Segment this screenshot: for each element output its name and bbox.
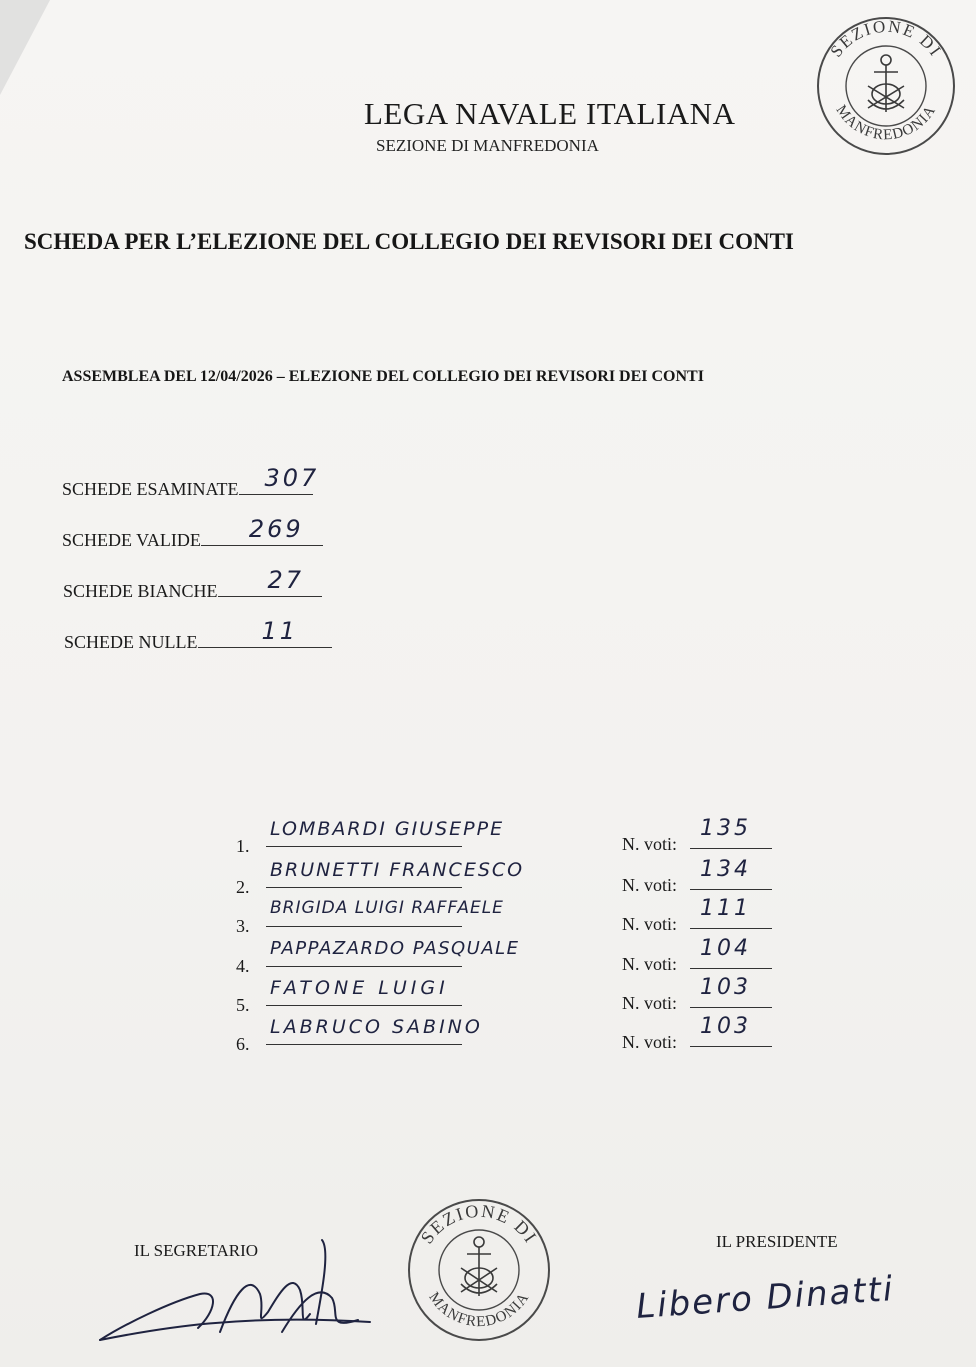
- section-stamp-bottom: [404, 1192, 554, 1342]
- anchor-emblem-icon: [461, 1237, 497, 1296]
- stamp-top-text: SEZIONE DI: [826, 16, 946, 61]
- stat-line: [218, 566, 322, 597]
- candidate-votes: 134: [700, 857, 751, 882]
- votes-label: N. voti:: [622, 834, 678, 854]
- stat-row-nulle: [64, 617, 332, 653]
- candidate-name: BRIGIDA LUIGI RAFFAELE: [270, 898, 504, 918]
- svg-text:SEZIONE DI: [826, 17, 945, 61]
- candidate-votes: 111: [700, 896, 751, 921]
- votes-label: N. voti:: [622, 914, 678, 934]
- document-title: SCHEDA PER L’ELEZIONE DEL COLLEGIO DEI REVISORI DEI CONTI: [24, 229, 794, 254]
- stat-row-esaminate: [62, 464, 320, 500]
- stat-line: [201, 515, 323, 546]
- stat-value: 27: [267, 566, 305, 594]
- stat-label: SCHEDE BIANCHE: [63, 581, 218, 601]
- candidate-name: LOMBARDI GIUSEPPE: [270, 818, 505, 840]
- secretary-label: IL SEGRETARIO: [134, 1241, 259, 1260]
- president-label: IL PRESIDENTE: [716, 1232, 838, 1251]
- stat-row-valide: [62, 515, 323, 551]
- candidate-name: PAPPAZARDO PASQUALE: [270, 938, 520, 959]
- candidate-votes: 135: [700, 816, 751, 841]
- stamp-bottom-text: MANFREDONIA: [425, 1289, 533, 1331]
- stat-row-bianche: [63, 566, 322, 602]
- candidate-number: 3.: [236, 916, 250, 936]
- stat-label: SCHEDE VALIDE: [62, 530, 201, 550]
- votes-label: N. voti:: [622, 875, 678, 895]
- candidate-number: 6.: [236, 1034, 250, 1054]
- assembly-heading: ASSEMBLEA DEL 12/04/2026 – ELEZIONE DEL COLLEGIO DEI REVISORI DEI CONTI: [62, 368, 704, 385]
- stat-label: SCHEDE ESAMINATE: [62, 479, 239, 499]
- stamp-top-text: SEZIONE DI: [416, 1200, 542, 1248]
- secretary-signature: [70, 1232, 380, 1362]
- svg-text:SEZIONE DI: [417, 1201, 542, 1248]
- organization-name: LEGA NAVALE ITALIANA: [364, 96, 736, 131]
- candidate-name: BRUNETTI FRANCESCO: [270, 859, 525, 881]
- stat-value: 269: [248, 515, 304, 543]
- page-corner-shadow: [0, 0, 50, 95]
- stat-label: SCHEDE NULLE: [64, 632, 198, 652]
- votes-label: N. voti:: [622, 993, 678, 1013]
- stamp-bottom-text: MANFREDONIA: [832, 102, 940, 144]
- section-stamp-top: [812, 8, 960, 158]
- votes-label: N. voti:: [622, 1032, 678, 1052]
- anchor-emblem-icon: [868, 55, 904, 112]
- candidate-name: LABRUCO SABINO: [270, 1016, 483, 1038]
- stat-value: 307: [264, 464, 320, 492]
- stat-line: [239, 464, 320, 495]
- votes-label: N. voti:: [622, 954, 678, 974]
- candidate-votes: 103: [700, 975, 751, 1000]
- stat-value: 11: [261, 617, 299, 645]
- candidate-number: 5.: [236, 995, 250, 1015]
- candidate-votes: 104: [700, 936, 751, 961]
- candidate-number: 4.: [236, 956, 250, 976]
- candidate-number: 1.: [236, 836, 250, 856]
- candidate-votes: 103: [700, 1014, 751, 1039]
- section-name: SEZIONE DI MANFREDONIA: [376, 136, 599, 155]
- stat-line: [198, 617, 332, 648]
- candidate-number: 2.: [236, 877, 250, 897]
- candidate-name: FATONE LUIGI: [270, 977, 449, 999]
- president-signature: Libero Dinatti: [634, 1269, 896, 1327]
